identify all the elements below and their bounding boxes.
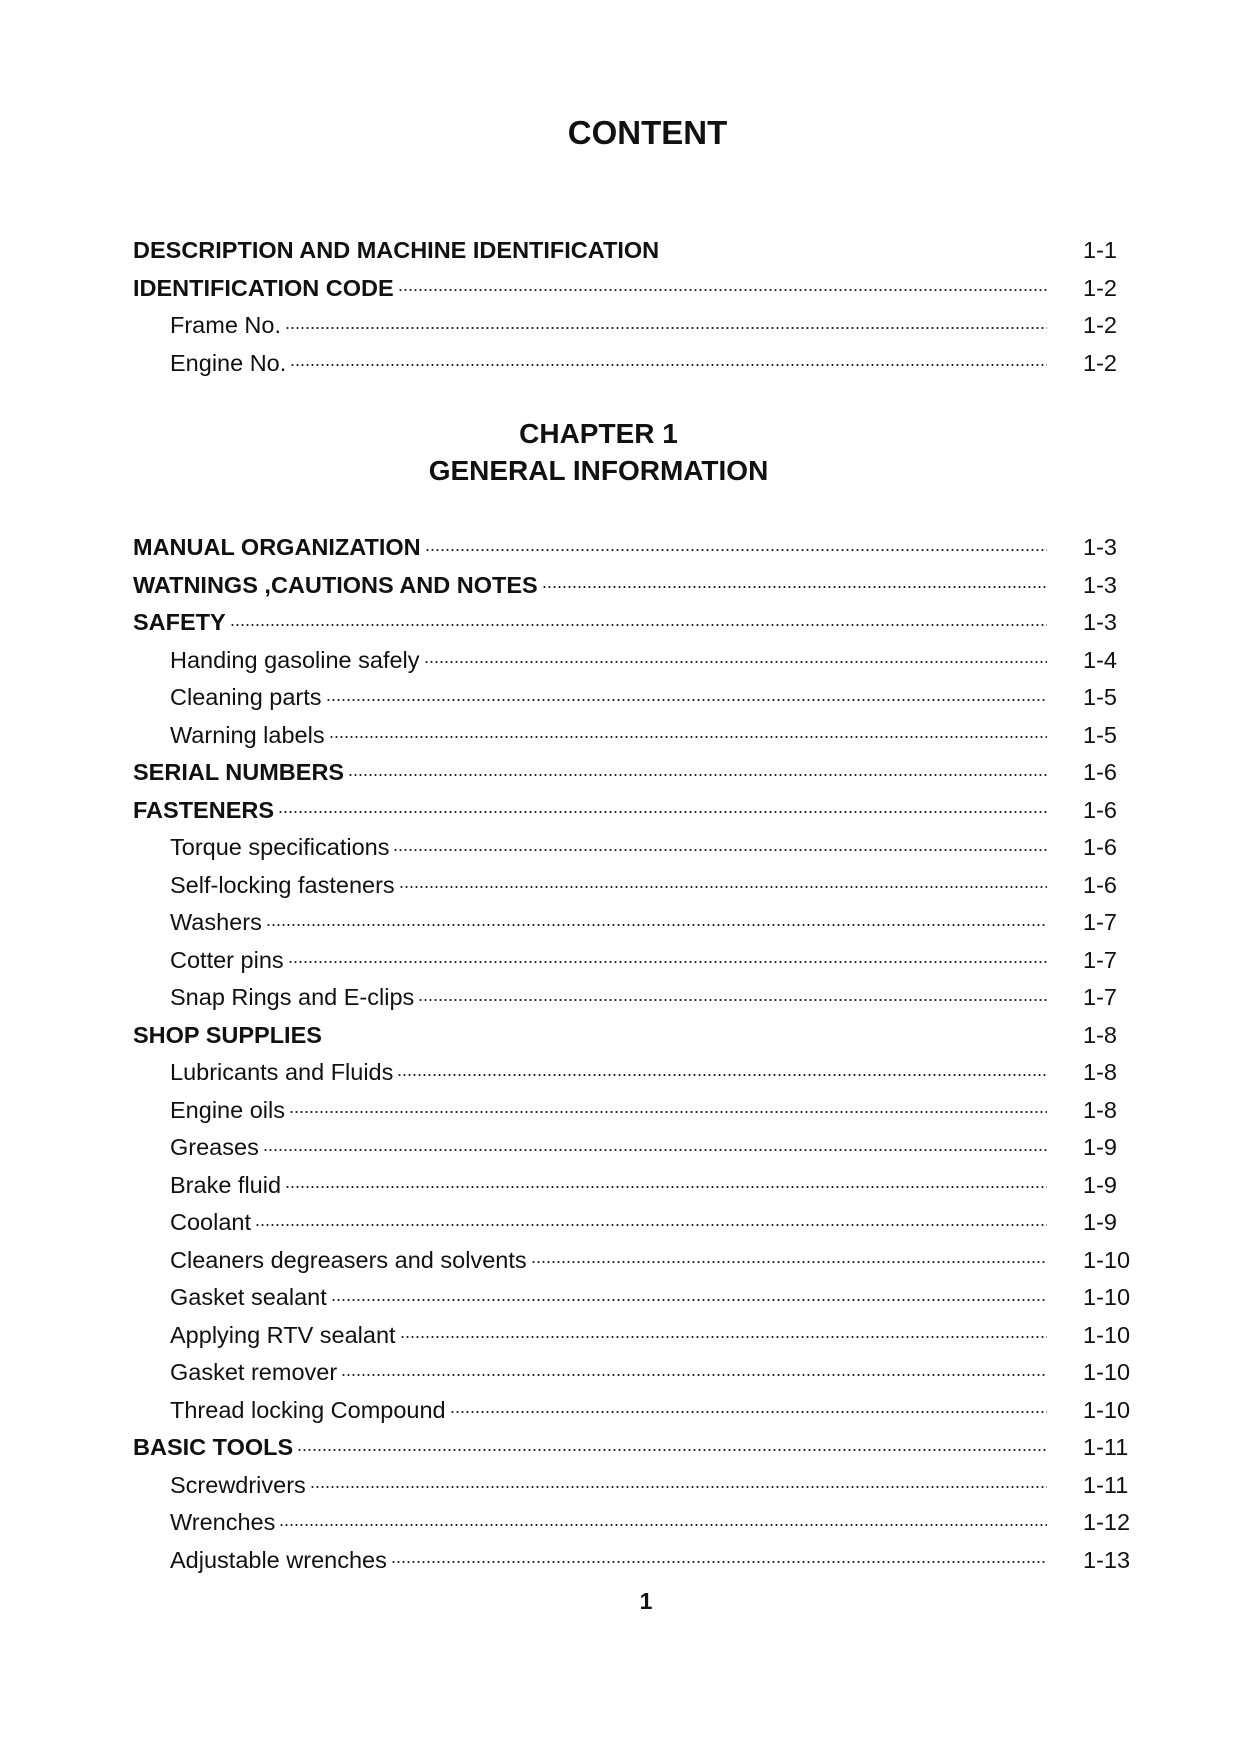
toc-entry-label: SERIAL NUMBERS xyxy=(133,759,345,786)
chapter-number: CHAPTER 1 xyxy=(519,418,678,449)
toc-entry xyxy=(133,829,1133,867)
toc-entry xyxy=(133,1392,1133,1430)
toc-entry xyxy=(133,642,1133,680)
toc-entry-label: Gasket remover xyxy=(170,1359,338,1386)
toc-entry-label: Washers xyxy=(170,909,262,936)
toc-entry-page: 1-6 xyxy=(1083,796,1117,823)
toc-entry-page: 1-2 xyxy=(1083,274,1117,301)
toc-entry-page: 1-9 xyxy=(1083,1171,1117,1198)
toc-entry-page: 1-12 xyxy=(1083,1509,1131,1536)
toc-entry xyxy=(133,529,1133,567)
toc-entry-page: 1-13 xyxy=(1083,1546,1131,1573)
toc-entry-label: IDENTIFICATION CODE xyxy=(133,274,394,301)
toc-dot-leader xyxy=(391,1561,1047,1563)
toc-entry-page: 1-10 xyxy=(1083,1359,1131,1386)
toc-entry xyxy=(133,1092,1133,1130)
toc-entry xyxy=(133,1204,1133,1242)
toc-entry-page: 1-4 xyxy=(1083,646,1117,673)
toc-entry-page: 1-11 xyxy=(1083,1471,1129,1498)
toc-dot-leader xyxy=(397,1074,1047,1076)
toc-entry xyxy=(133,1429,1133,1467)
toc-dot-leader xyxy=(263,1149,1047,1151)
toc-entry xyxy=(133,792,1133,830)
toc-entry-label: MANUAL ORGANIZATION xyxy=(133,534,421,561)
toc-entry xyxy=(133,1279,1133,1317)
toc-entry xyxy=(133,604,1133,642)
toc-entry-label: Warning labels xyxy=(170,721,325,748)
toc-entry xyxy=(133,1054,1133,1092)
toc-entry-page: 1-2 xyxy=(1083,312,1117,339)
toc-entry xyxy=(133,904,1133,942)
toc-entry-label: DESCRIPTION AND MACHINE IDENTIFICATION xyxy=(133,237,660,264)
toc-entry-page: 1-11 xyxy=(1083,1434,1129,1461)
toc-entry-label: Greases xyxy=(170,1134,259,1161)
toc-entry-page: 1-5 xyxy=(1083,721,1117,748)
toc-dot-leader xyxy=(399,886,1047,888)
toc-entry xyxy=(133,1129,1133,1167)
toc-entry-label: Cotter pins xyxy=(170,946,284,973)
toc-intro-section xyxy=(133,232,1133,382)
toc-entry-page: 1-6 xyxy=(1083,759,1117,786)
toc-entry-label: Applying RTV sealant xyxy=(170,1321,396,1348)
toc-dot-leader xyxy=(329,736,1047,738)
toc-entry-label: Brake fluid xyxy=(170,1171,282,1198)
toc-dot-leader xyxy=(393,849,1047,851)
toc-dot-leader xyxy=(290,364,1047,366)
toc-entry xyxy=(133,307,1133,345)
toc-entry-page: 1-3 xyxy=(1083,534,1117,561)
toc-entry-page: 1-6 xyxy=(1083,871,1117,898)
toc-entry-label: Frame No. xyxy=(170,312,281,339)
toc-entry xyxy=(133,345,1133,383)
toc-entry-label: Wrenches xyxy=(170,1509,276,1536)
toc-entry-label: Torque specifications xyxy=(170,834,390,861)
toc-entry-page: 1-9 xyxy=(1083,1209,1117,1236)
toc-entry-label: Thread locking Compound xyxy=(170,1396,446,1423)
toc-dot-leader xyxy=(266,924,1047,926)
toc-entry xyxy=(133,1167,1133,1205)
toc-entry-page: 1-9 xyxy=(1083,1134,1117,1161)
toc-dot-leader xyxy=(279,1524,1047,1526)
page-number: 1 xyxy=(639,1588,653,1614)
toc-dot-leader xyxy=(348,774,1047,776)
toc-entry-page: 1-10 xyxy=(1083,1321,1131,1348)
toc-entry xyxy=(133,1317,1133,1355)
toc-entry xyxy=(133,1504,1133,1542)
chapter-title: GENERAL INFORMATION xyxy=(428,455,769,486)
toc-entry xyxy=(133,867,1133,905)
toc-dot-leader xyxy=(297,1449,1047,1451)
toc-entry-label: SAFETY xyxy=(133,609,226,636)
toc-entry-label: Self-locking fasteners xyxy=(170,871,395,898)
toc-entry xyxy=(133,979,1133,1017)
toc-entry-page: 1-3 xyxy=(1083,571,1117,598)
toc-dot-leader xyxy=(542,586,1047,588)
toc-entry xyxy=(133,717,1133,755)
toc-entry-page: 1-10 xyxy=(1083,1396,1131,1423)
toc-dot-leader xyxy=(278,811,1047,813)
toc-entry xyxy=(133,1467,1133,1505)
toc-entry-page: 1-8 xyxy=(1083,1059,1117,1086)
toc-entry xyxy=(133,270,1133,308)
toc-entry-label: SHOP SUPPLIES xyxy=(133,1021,322,1048)
toc-entry-label: Engine No. xyxy=(170,349,287,376)
toc-entry xyxy=(133,232,1133,270)
toc-dot-leader xyxy=(398,289,1047,291)
toc-entry xyxy=(133,1542,1133,1580)
toc-entry-page: 1-2 xyxy=(1083,349,1117,376)
toc-entry-label: FASTENERS xyxy=(133,796,275,823)
toc-dot-leader xyxy=(230,624,1047,626)
toc-entry-label: Snap Rings and E-clips xyxy=(170,984,415,1011)
toc-chapter-section xyxy=(133,529,1133,1579)
toc-dot-leader xyxy=(400,1336,1047,1338)
toc-dot-leader xyxy=(425,549,1047,551)
toc-entry-page: 1-7 xyxy=(1083,946,1117,973)
toc-entry-page: 1-8 xyxy=(1083,1096,1117,1123)
toc-dot-leader xyxy=(289,1111,1047,1113)
toc-dot-leader xyxy=(450,1411,1047,1413)
toc-dot-leader xyxy=(310,1486,1047,1488)
toc-entry xyxy=(133,1017,1133,1055)
toc-dot-leader xyxy=(285,327,1047,329)
toc-entry-page: 1-5 xyxy=(1083,684,1117,711)
toc-dot-leader xyxy=(424,661,1047,663)
toc-entry-page: 1-7 xyxy=(1083,984,1117,1011)
toc-entry-label: Lubricants and Fluids xyxy=(170,1059,394,1086)
toc-entry-page: 1-1 xyxy=(1083,237,1117,264)
page-title: CONTENT xyxy=(567,114,728,151)
toc-entry-page: 1-8 xyxy=(1083,1021,1117,1048)
toc-entry-label: BASIC TOOLS xyxy=(133,1434,294,1461)
toc-entry-label: Coolant xyxy=(170,1209,251,1236)
toc-entry-page: 1-6 xyxy=(1083,834,1117,861)
toc-entry-page: 1-10 xyxy=(1083,1284,1131,1311)
toc-dot-leader xyxy=(418,999,1047,1001)
toc-dot-leader xyxy=(341,1374,1047,1376)
toc-entry-page: 1-7 xyxy=(1083,909,1117,936)
toc-dot-leader xyxy=(326,1036,1047,1038)
toc-dot-leader xyxy=(331,1299,1047,1301)
toc-dot-leader xyxy=(326,699,1047,701)
toc-entry-page: 1-10 xyxy=(1083,1246,1131,1273)
toc-entry-label: Cleaning parts xyxy=(170,684,322,711)
toc-entry-label: Adjustable wrenches xyxy=(170,1546,387,1573)
toc-entry-label: Screwdrivers xyxy=(170,1471,306,1498)
toc-entry-label: Handing gasoline safely xyxy=(170,646,420,673)
toc-entry-label: Gasket sealant xyxy=(170,1284,327,1311)
toc-dot-leader xyxy=(531,1261,1047,1263)
toc-entry xyxy=(133,1354,1133,1392)
toc-entry-page: 1-3 xyxy=(1083,609,1117,636)
toc-entry xyxy=(133,754,1133,792)
toc-entry xyxy=(133,679,1133,717)
toc-dot-leader xyxy=(285,1186,1047,1188)
toc-entry-label: Engine oils xyxy=(170,1096,285,1123)
toc-entry xyxy=(133,942,1133,980)
toc-dot-leader xyxy=(288,961,1047,963)
toc-entry-label: WATNINGS ,CAUTIONS AND NOTES xyxy=(133,571,538,598)
toc-entry xyxy=(133,567,1133,605)
toc-dot-leader xyxy=(663,252,1047,254)
toc-entry xyxy=(133,1242,1133,1280)
toc-dot-leader xyxy=(255,1224,1047,1226)
toc-entry-label: Cleaners degreasers and solvents xyxy=(170,1246,527,1273)
